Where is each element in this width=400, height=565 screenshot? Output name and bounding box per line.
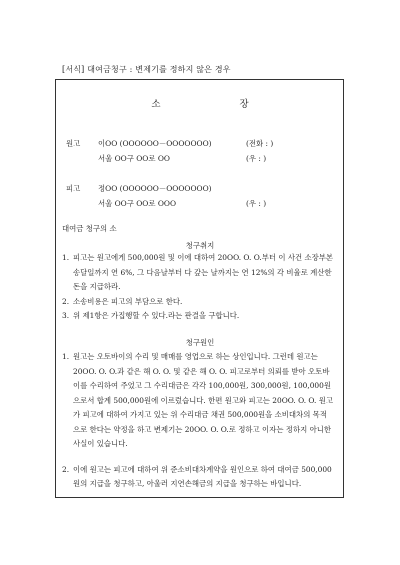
list-item bbox=[62, 463, 334, 492]
item-number: 1. bbox=[62, 352, 70, 361]
item-text: 원고는 오토바이의 수리 및 매매를 영업으로 하는 상인입니다. 그런데 원고는 20OO. O. O.과 같은 해 O. O. 및 같은 해 O. O. 피고로부터 의뢰를 받아 오토바이를 수리하여 주었고 그 수리대금은 각각 100,000원, 300,000원, 100,000원으로서 합계 500,000원에 이르렀습니다. 한편 원고와 피고는 20OO. O. O. 원고가 피고에 대하여 가지고 있는 위 수리대금 채권 500,000원을 소비대차의 목적으로 한다는 약정을 하고 변제기는 20OO. O. O.로 정하고 이자는 정하지 아니한 사실이 있습니다. bbox=[73, 352, 333, 448]
defendant-address: 서울 OO구 OO로 OOO bbox=[98, 199, 177, 208]
list-item bbox=[62, 251, 334, 295]
defendant-role: 피고 bbox=[66, 184, 81, 193]
item-number: 3. bbox=[62, 311, 70, 320]
defendant-name: 정OO (OOOOOO－OOOOOOO) bbox=[98, 184, 212, 193]
defendant-zip: (우 : ) bbox=[246, 199, 267, 208]
cause-heading: 청구원인 bbox=[185, 338, 215, 347]
case-name: 대여금 청구의 소 bbox=[62, 224, 117, 233]
item-text: 피고는 원고에게 500,000원 및 이에 대하여 20OO. O. O.부터 이 사건 소장부본 송달일까지 연 6%, 그 다음날부터 다 갚는 날까지는 연 12%의 각 비율로 계산한 돈을 지급하라. bbox=[73, 253, 333, 291]
plaintiff-zip: (우 : ) bbox=[246, 154, 267, 163]
item-text: 위 제1항은 가집행할 수 있다.라는 판결을 구합니다. bbox=[73, 311, 240, 320]
list-item bbox=[62, 295, 334, 310]
item-number: 1. bbox=[62, 253, 70, 262]
item-number: 2. bbox=[62, 296, 70, 306]
plaintiff-name: 이OO (OOOOOO－OOOOOOO) bbox=[98, 139, 212, 148]
plaintiff-phone: (전화 : ) bbox=[246, 139, 274, 148]
list-item bbox=[62, 350, 334, 452]
purpose-heading: 청구취지 bbox=[185, 241, 215, 250]
plaintiff-address: 서울 OO구 OO로 OO bbox=[98, 154, 170, 163]
plaintiff-role: 원고 bbox=[66, 139, 81, 148]
list-item bbox=[62, 309, 334, 324]
document-title: 소 장 bbox=[151, 99, 287, 110]
form-caption: [서식] 대여금청구 : 변제기를 정하지 않은 경우 bbox=[62, 65, 231, 74]
item-number: 2. bbox=[62, 464, 70, 474]
item-text: 소송비용은 피고의 부담으로 한다. bbox=[73, 296, 183, 306]
purpose-list bbox=[62, 251, 334, 324]
cause-list bbox=[62, 350, 334, 492]
item-text: 이에 원고는 피고에 대하여 위 준소비대차계약을 원인으로 하여 대여금 500,000원의 지급을 청구하고, 아울러 지연손해금의 지급을 청구하는 바입니다. bbox=[73, 464, 332, 488]
